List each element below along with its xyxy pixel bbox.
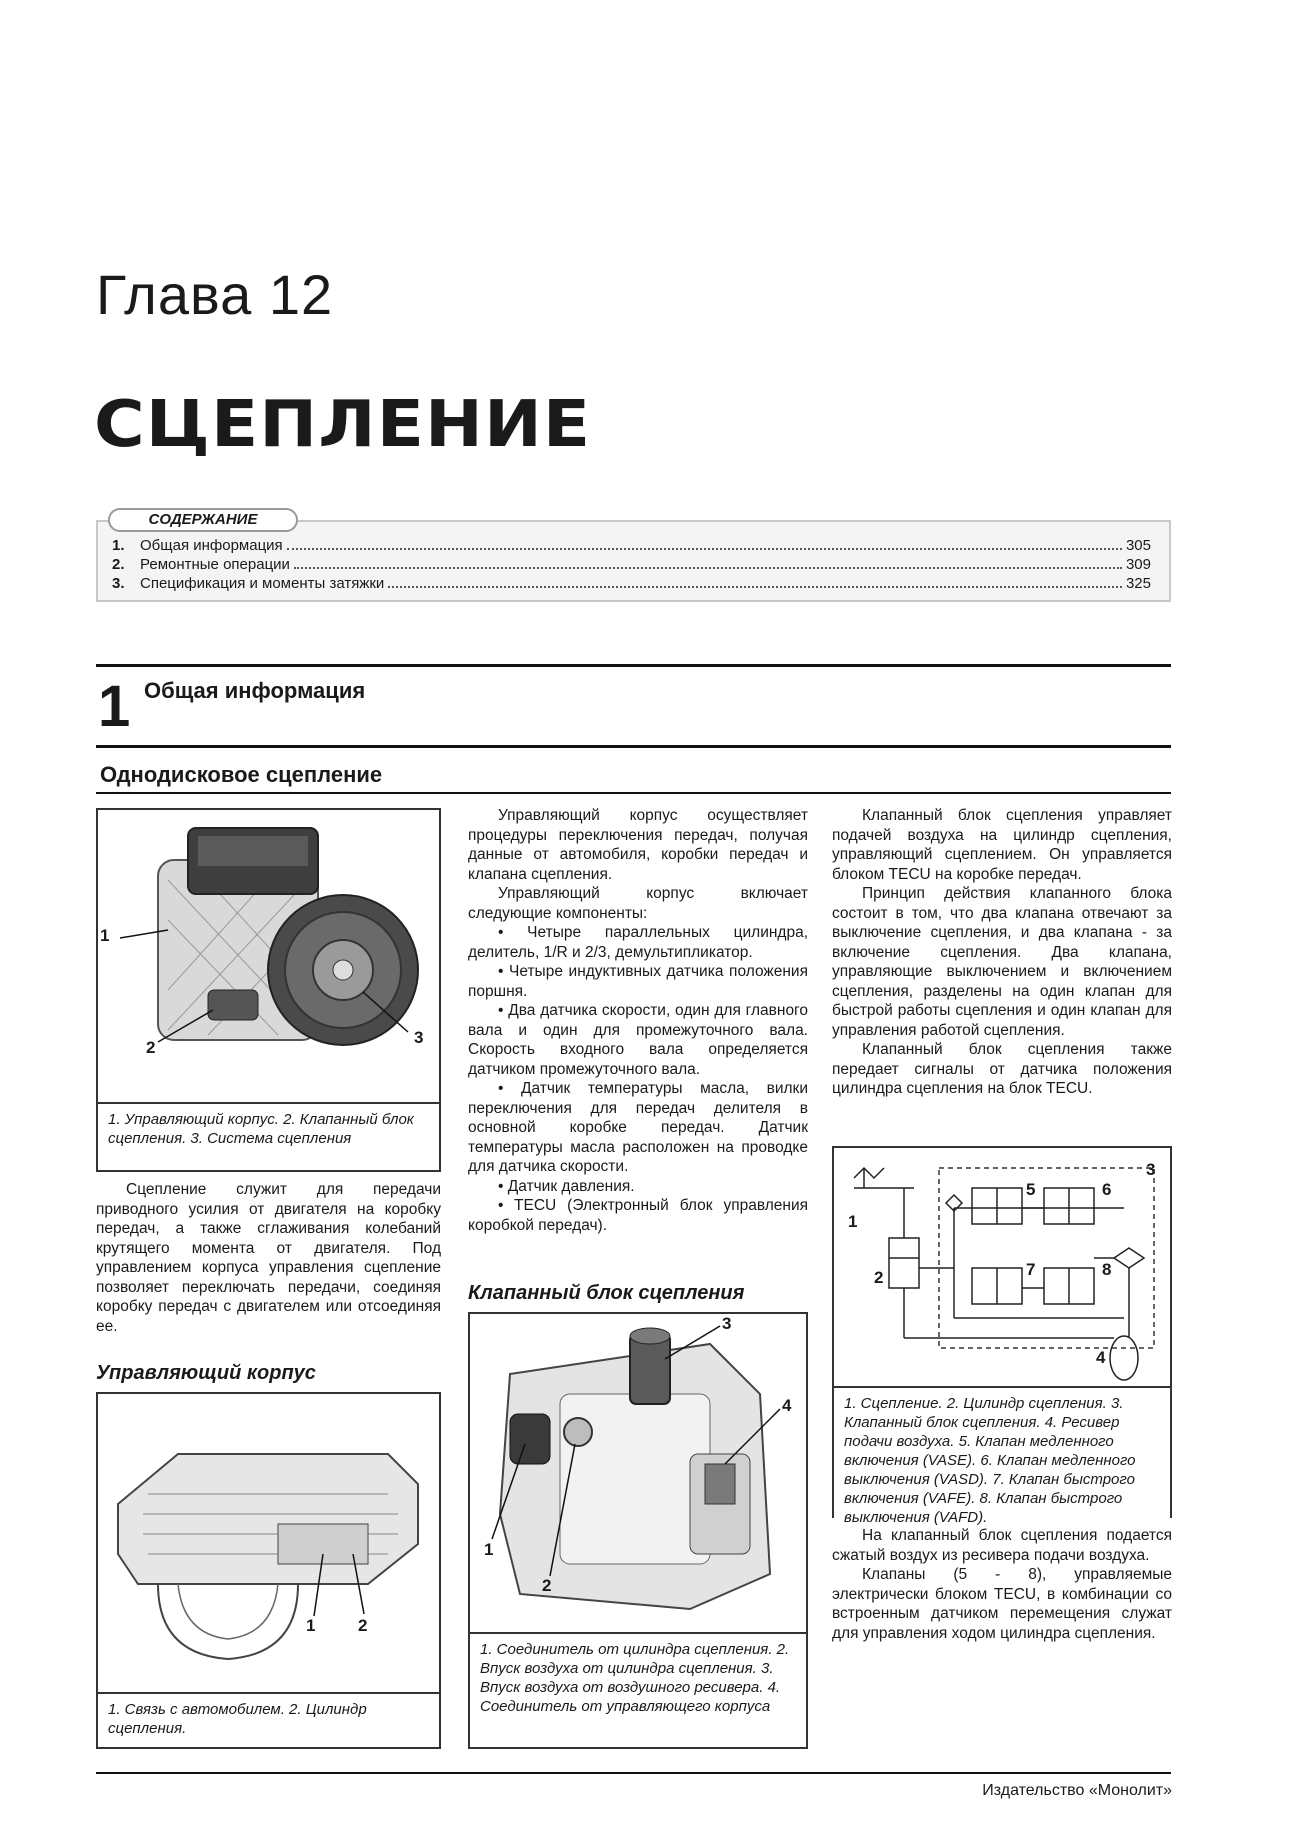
- toc-item-title: Ремонтные операции: [140, 556, 290, 573]
- callout-label: 5: [1026, 1180, 1036, 1199]
- paragraph: Принцип действия клапанного блока состоит в том, что два клапана отвечают за выключение сцепления, и два клапана - за включение сцепления. Два клапана, управляющие выключением и включением сцепления, разделены на один клапан для быстрой работы сцепления и один клапан для управления работой сцепления.: [832, 885, 1172, 1039]
- bullet-item: • TECU (Электронный блок управления коробкой передач).: [468, 1197, 808, 1234]
- bullet-item: • Датчик давления.: [498, 1177, 635, 1195]
- paragraph: На клапанный блок сцепления подается сжатый воздух из ресивера подачи воздуха.: [832, 1527, 1172, 1564]
- toc-item-title: Спецификация и моменты затяжки: [140, 575, 385, 592]
- valve-block-illustration: [470, 1314, 806, 1619]
- toc-item-title: Общая информация: [140, 537, 283, 554]
- callout-label: 3: [414, 1028, 424, 1047]
- callout-label: 1: [306, 1616, 316, 1635]
- figure-caption: 1. Управляющий корпус. 2. Клапанный блок сцепления. 3. Система сцепления: [98, 1102, 439, 1154]
- control-housing-illustration: [98, 1394, 439, 1674]
- toc-leader: [287, 548, 1122, 550]
- footer-publisher: Издательство «Монолит»: [982, 1782, 1172, 1799]
- paragraph: Клапанный блок сцепления управляет подачей воздуха на цилиндр сцепления, управляющий сцеплением. Он управляется блоком TECU на коробке передач.: [832, 807, 1172, 883]
- figure-caption: 1. Связь с автомобилем. 2. Цилиндр сцепления.: [98, 1692, 439, 1744]
- figure-gearbox: [96, 808, 441, 1172]
- toc-leader: [294, 567, 1122, 569]
- text-column-3: [832, 806, 1172, 1099]
- bullet-item: • Два датчика скорости, один для главного вала и один для промежуточного вала. Скорость входного вала определяется датчиком промежуточного вала.: [468, 1002, 808, 1078]
- callout-label: 1: [100, 926, 110, 945]
- figure-valve-block: [468, 1312, 808, 1749]
- section-top-rule: [96, 664, 1171, 667]
- bullet-item: • Датчик температуры масла, вилки переключения для передач делителя в основной коробке передач. Датчик температуры масла расположен на проводке для датчика скорости.: [468, 1080, 808, 1175]
- chapter-title: СЦЕПЛЕНИЕ: [94, 388, 592, 462]
- callout-label: 6: [1102, 1180, 1112, 1199]
- toc-heading: СОДЕРЖАНИЕ: [108, 508, 298, 532]
- callout-label: 7: [1026, 1260, 1036, 1279]
- table-of-contents: [96, 511, 1171, 602]
- subheading-control-housing: Управляющий корпус: [96, 1362, 316, 1384]
- section-bottom-rule: [96, 745, 1171, 748]
- chapter-label: Глава 12: [96, 263, 334, 326]
- callout-label: 4: [782, 1396, 792, 1415]
- paragraph: Управляющий корпус включает следующие компоненты:: [468, 885, 808, 922]
- toc-item[interactable]: 2. Ремонтные операции 309: [112, 556, 1151, 573]
- toc-item[interactable]: 3. Спецификация и моменты затяжки 325: [112, 575, 1151, 592]
- toc-item-page: 305: [1125, 537, 1151, 554]
- pneumatic-schematic: [834, 1148, 1170, 1388]
- figure-caption: 1. Соединитель от цилиндра сцепления. 2. Впуск воздуха от цилиндра сцепления. 3. Впуск воздуха от воздушного ресивера. 4. Соединитель от управляющего корпуса: [470, 1632, 806, 1722]
- callout-label: 2: [358, 1616, 368, 1635]
- callout-label: 8: [1102, 1260, 1112, 1279]
- paragraph: Сцепление служит для передачи приводного усилия от двигателя на коробку передач, а также сглаживания колебаний крутящего момента от двигателя. Под управлением корпуса управления сцепление позволяет переключать передачи, соединяя коробку передач с двигателем или отсоединяя ее.: [96, 1181, 441, 1335]
- paragraph: Управляющий корпус осуществляет процедуры переключения передач, получая данные от автомобиля, коробки передач и клапана сцепления.: [468, 807, 808, 883]
- text-column-1: [96, 1180, 441, 1336]
- toc-leader: [388, 586, 1122, 588]
- toc-item[interactable]: 1. Общая информация 305: [112, 537, 1151, 554]
- callout-label: 2: [874, 1268, 884, 1287]
- callout-label: 1: [848, 1212, 858, 1231]
- toc-item-page: 309: [1125, 556, 1151, 573]
- section-title: Общая информация: [144, 678, 366, 703]
- subheading-rule: [96, 792, 1171, 794]
- figure-control-housing: [96, 1392, 441, 1749]
- section-number: 1: [98, 674, 131, 739]
- subheading-single-disc: Однодисковое сцепление: [100, 762, 383, 787]
- callout-label: 1: [484, 1540, 494, 1559]
- text-column-2: [468, 806, 808, 1235]
- callout-label: 3: [722, 1314, 732, 1333]
- callout-label: 2: [146, 1038, 156, 1057]
- bullet-item: • Четыре параллельных цилиндра, делитель, 1/R и 2/3, демультипликатор.: [468, 924, 808, 961]
- callout-label: 3: [1146, 1160, 1156, 1179]
- paragraph: Клапанный блок сцепления также передает сигналы от датчика положения цилиндра сцепления на блок TECU.: [832, 1041, 1172, 1097]
- figure-pneumatic-schematic: [832, 1146, 1172, 1526]
- figure-caption: 1. Сцепление. 2. Цилиндр сцепления. 3. Клапанный блок сцепления. 4. Ресивер подачи воздуха. 5. Клапан медленного включения (VASE). 6. Клапан медленного выключения (VASD). 7. Клапан быстрого включения (VAFE). 8. Клапан быстрого выключения (VAFD).: [834, 1386, 1170, 1533]
- paragraph: Клапаны (5 - 8), управляемые электрически блоком TECU, в комбинации со встроенным датчиком перемещения служат для управления ходом цилиндра сцепления.: [832, 1566, 1172, 1642]
- callout-label: 2: [542, 1576, 552, 1595]
- footer-rule: [96, 1772, 1171, 1774]
- subheading-valve-block: Клапанный блок сцепления: [468, 1282, 745, 1304]
- toc-item-page: 325: [1125, 575, 1151, 592]
- text-column-3-continued: [832, 1526, 1172, 1643]
- callout-label: 4: [1096, 1348, 1106, 1367]
- bullet-item: • Четыре индуктивных датчика положения поршня.: [468, 963, 808, 1000]
